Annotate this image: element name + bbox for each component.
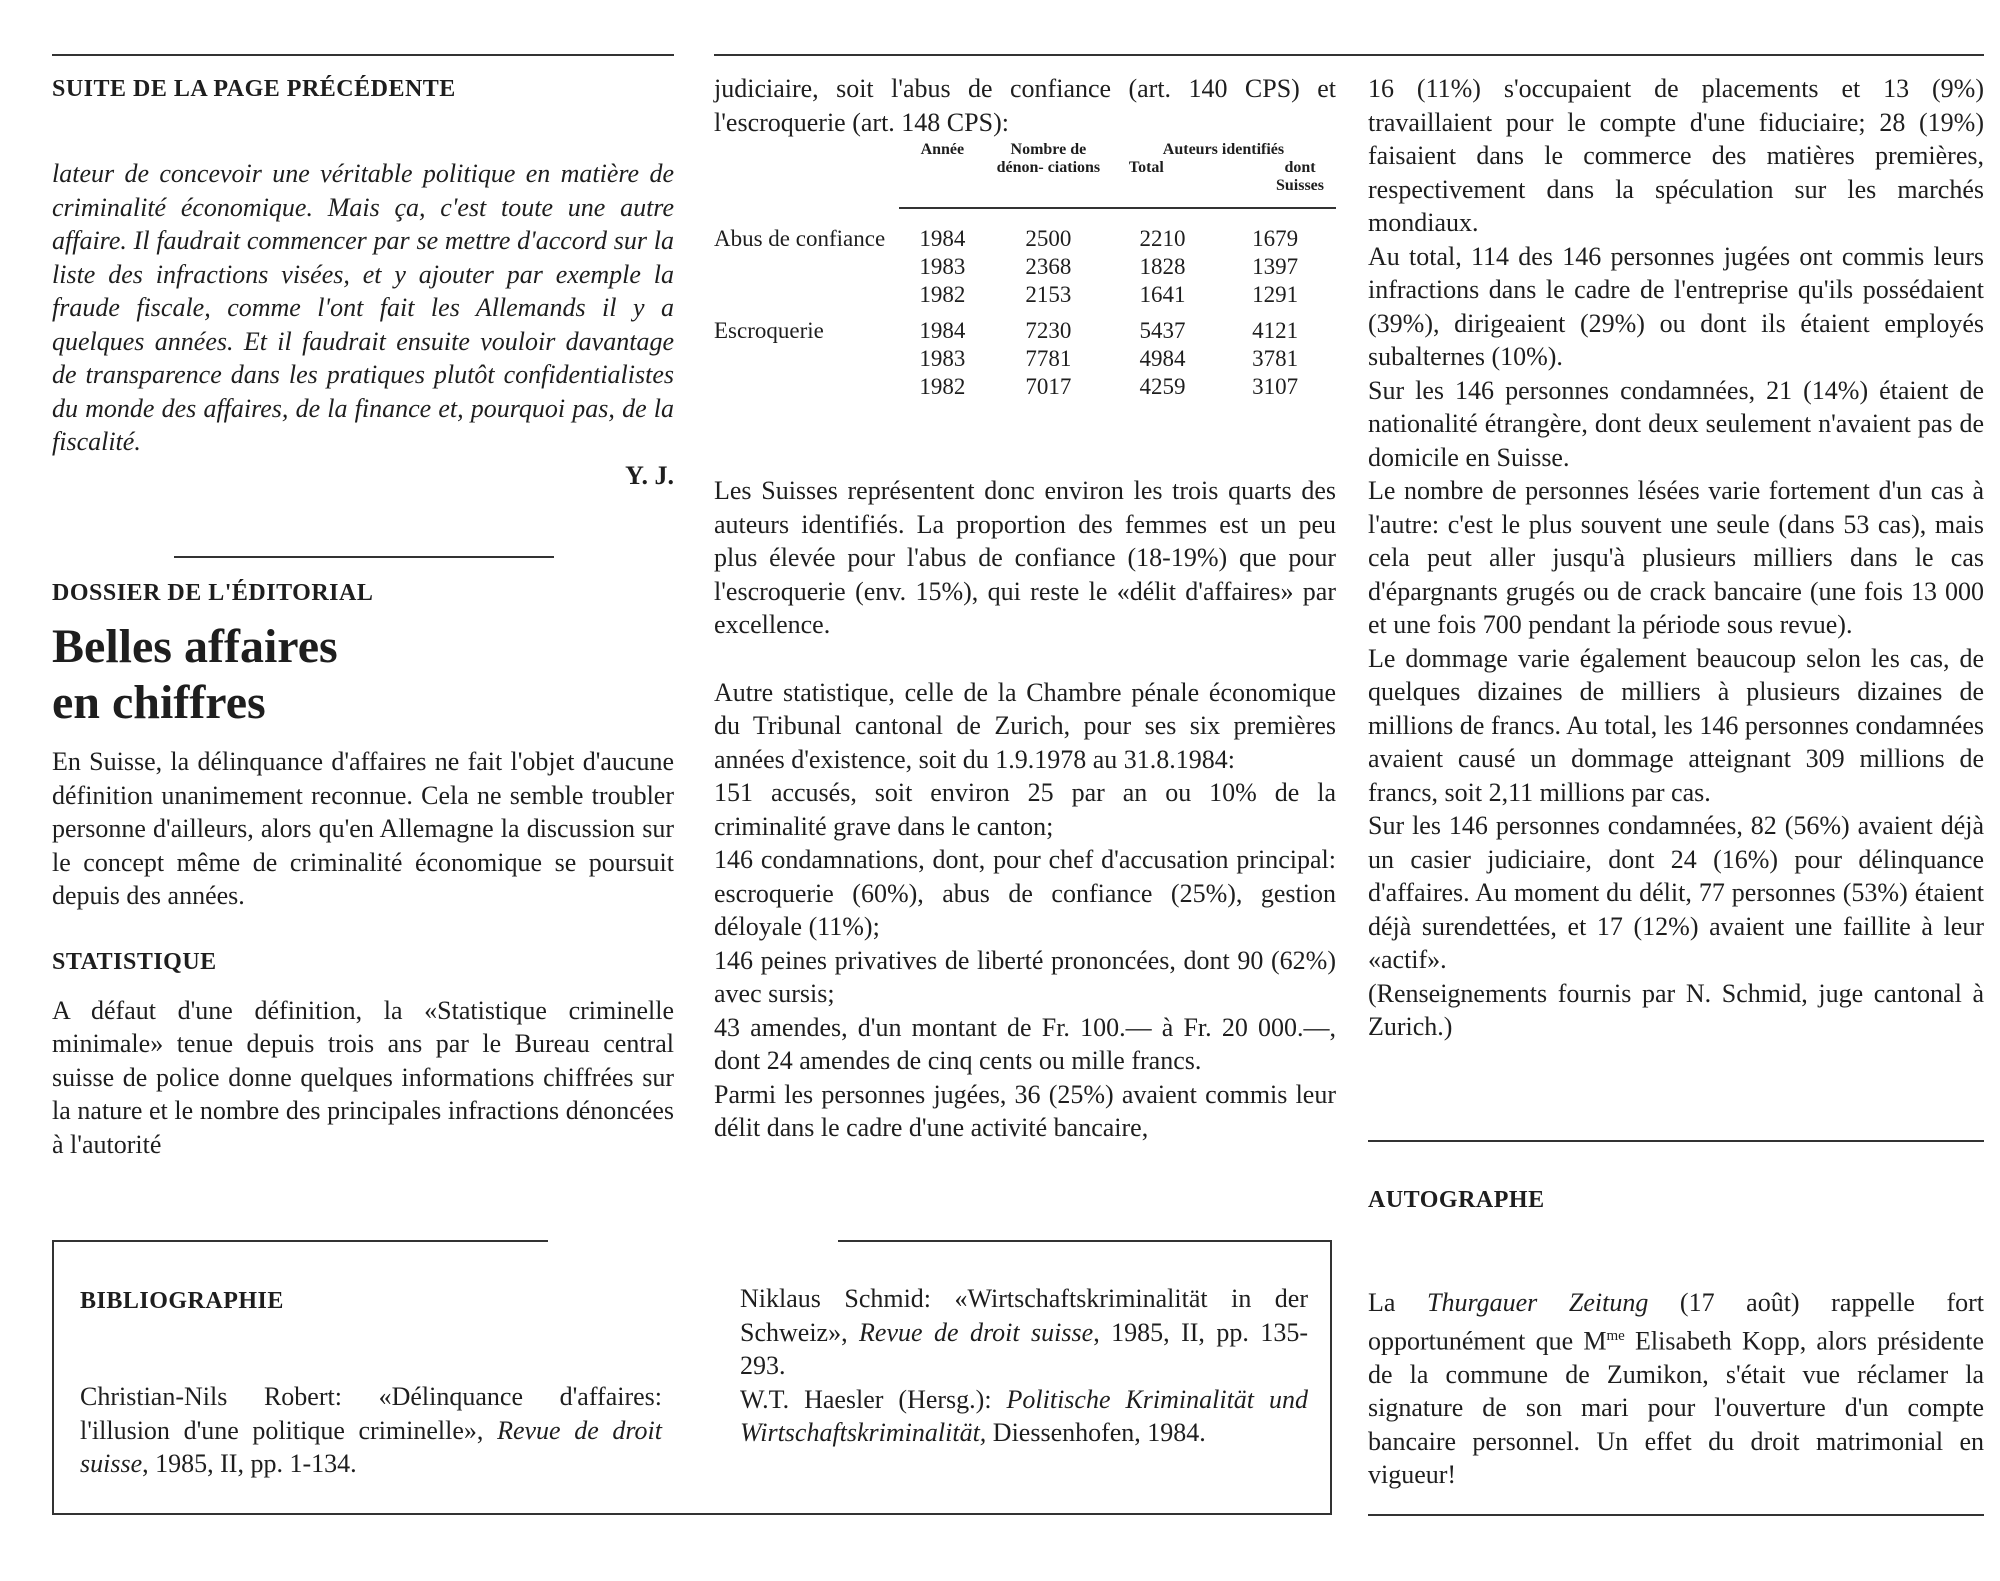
biblio-author: Niklaus Schmid: «Wirtschaftskriminalität in der Schweiz», <box>740 1284 1308 1347</box>
cell-suisses: 1679 <box>1252 226 1299 251</box>
column-2-text <box>714 474 1336 1145</box>
paragraph: 146 peines privatives de liberté prononcées, dont 90 (62%) avec sursis; <box>714 945 1336 1008</box>
cell-suisses: 3781 <box>1252 346 1299 371</box>
biblio-author: Christian-Nils Robert: «Délinquance d'affaires: l'illusion d'une politique criminelle», <box>80 1382 662 1445</box>
bibliographie-box <box>52 1240 1332 1515</box>
cell-total: 4259 <box>1139 374 1186 399</box>
paragraph: 151 accusés, soit environ 25 par an ou 10% de la criminalité grave dans le canton; <box>714 778 1336 841</box>
paragraph: Le nombre de personnes lésées varie fortement d'un cas à l'autre: c'est le plus souvent une seule (dans 53 cas), mais cela peut aller jusqu'à plusieurs milliers dans le cas d'épargnants grugés ou de crack bancaire (une fois 13 000 et une fois 700 pendant la période sous revue). <box>1368 476 1984 639</box>
auteurs-label: Auteurs identifiés <box>1162 141 1285 158</box>
statistique-text: A défaut d'une définition, la «Statistique criminelle minimale» tenue depuis trois ans par le Bureau central suisse de police donne quelques informations chiffrées sur la nature et le nombre des principales infractions dénoncées à l'autorité <box>52 995 674 1159</box>
cell-year: 1984 <box>919 226 966 251</box>
cell-suisses: 1291 <box>1252 282 1299 307</box>
paragraph: Sur les 146 personnes condamnées, 82 (56%) avaient déjà un casier judiciaire, dont 24 (16%) pour délinquance d'affaires. Au moment du délit, 77 personnes (53%) étaient déjà surendettées, et 17 (12%) avaient une faillite à leur «actif». <box>1368 811 1984 974</box>
cell-denonciations: 7230 <box>1025 318 1072 343</box>
after-table-paragraph: Les Suisses représentent donc environ les trois quarts des auteurs identifiés. La proportion des femmes est un peu plus élevée pour l'abus de confiance (18-19%) que pour l'escroquerie (env. 15%), qui reste le «délit d'affaires» par excellence. <box>714 476 1336 639</box>
paragraph: Parmi les personnes jugées, 36 (25%) avaient commis leur délit dans le cadre d'une activité bancaire, <box>714 1079 1336 1142</box>
biblio-entry <box>80 1380 662 1481</box>
biblio-source: Revue de droit suisse <box>859 1317 1094 1347</box>
cell-year: 1982 <box>919 374 966 399</box>
cell-year: 1983 <box>919 254 966 279</box>
lead-paragraph: judiciaire, soit l'abus de confiance (art. 140 CPS) et l'escroquerie (art. 148 CPS): <box>714 74 1336 137</box>
statistics-table <box>714 141 1336 421</box>
col-header-auteurs <box>1111 141 1336 195</box>
biblio-rest: , 1985, II, pp. 135-293. <box>740 1317 1308 1380</box>
text-run: Elisabeth Kopp, alors présidente de la commune de Zumikon, s'était vue réclamer la signature de son mari pour l'ouverture d'un compte bancaire personnel. Un effet du droit matrimonial en vigueur! <box>1368 1326 1984 1490</box>
cell-year: 1983 <box>919 346 966 371</box>
col-header-total: Total <box>1128 159 1164 176</box>
autographe-bottom-rule <box>1368 1514 1984 1516</box>
cell-total: 5437 <box>1139 318 1186 343</box>
cell-year: 1984 <box>919 318 966 343</box>
article-title-line1: Belles affaires <box>52 620 338 673</box>
cell-total: 1828 <box>1139 254 1186 279</box>
paragraph: 43 amendes, d'un montant de Fr. 100.— à Fr. 20 000.—, dont 24 amendes de cinq cents ou mille francs. <box>714 1012 1336 1075</box>
group-label-escroquerie: Escroquerie <box>714 318 824 343</box>
table-row <box>714 393 1336 421</box>
biblio-rest: Diessenhofen, 1984. <box>986 1418 1206 1447</box>
column-3 <box>1368 72 1984 1044</box>
text-run: (17 août) rappelle fort opportunément que M <box>1368 1288 1985 1356</box>
article-title-line2: en chiffres <box>52 676 266 729</box>
cell-denonciations: 2368 <box>1025 254 1072 279</box>
top-rule-col1 <box>52 54 674 56</box>
col-header-suisses: dont Suisses <box>1275 159 1325 194</box>
cell-suisses: 4121 <box>1252 318 1299 343</box>
border-gap <box>548 1236 838 1242</box>
paragraph: Le dommage varie également beaucoup selon les cas, de quelques dizaines de milliers à plusieurs dizaines de millions de francs. Au total, les 146 personnes condamnées avaient causé un dommage atteignant 309 millions de francs, soit 2,11 millions par cas. <box>1368 643 1984 807</box>
continued-header: SUITE DE LA PAGE PRÉCÉDENTE <box>52 76 456 102</box>
paragraph: Sur les 146 personnes condamnées, 21 (14%) étaient de nationalité étrangère, dont deux seulement n'avaient pas de domicile en Suisse. <box>1368 375 1984 472</box>
zurich-statistics <box>714 676 1336 1145</box>
biblio-entry <box>740 1282 1308 1383</box>
paragraph: Autre statistique, celle de la Chambre pénale économique du Tribunal cantonal de Zurich, pour ses six premières années d'existence, soit du 1.9.1978 au 31.8.1984: <box>714 677 1336 774</box>
section-divider <box>174 556 554 558</box>
autographe-section <box>1368 1187 1984 1492</box>
dossier-header: DOSSIER DE L'ÉDITORIAL <box>52 580 374 606</box>
col-header-annee: Année <box>920 141 965 158</box>
signature: Y. J. <box>625 460 674 490</box>
bibliographie-header: BIBLIOGRAPHIE <box>80 1288 284 1314</box>
autographe-top-rule <box>1368 1140 1984 1142</box>
dossier-section <box>52 580 674 1161</box>
paragraph: 146 condamnations, dont, pour chef d'accusation principal: escroquerie (60%), abus de confiance (25%), gestion déloyale (11%); <box>714 845 1336 941</box>
newspaper-name: Thurgauer Zeitung <box>1427 1288 1649 1317</box>
cell-denonciations: 2153 <box>1025 282 1072 307</box>
cell-suisses: 1397 <box>1252 254 1299 279</box>
group-label-abus: Abus de confiance <box>714 226 886 251</box>
cell-year: 1982 <box>919 282 966 307</box>
biblio-rest: , 1985, II, pp. 1-134. <box>142 1449 357 1478</box>
intro-paragraph: En Suisse, la délinquance d'affaires ne fait l'objet d'aucune définition unanimement reconnue. Cela ne semble troubler personne d'ailleurs, alors qu'en Allemagne la discussion sur le concept même de criminalité économique se poursuit depuis des années. <box>52 747 674 910</box>
cell-denonciations: 2500 <box>1025 226 1072 251</box>
text-run: La <box>1368 1288 1428 1317</box>
cell-suisses: 3107 <box>1252 374 1299 399</box>
cell-total: 4984 <box>1139 346 1186 371</box>
biblio-source: Politische Kriminalität und Wirtschaftskriminalität, <box>740 1384 1308 1447</box>
autographe-header: AUTOGRAPHE <box>1368 1187 1545 1213</box>
paragraph: 16 (11%) s'occupaient de placements et 13 (9%) travaillaient pour le compte d'une fiduciaire; 28 (19%) faisaient dans le commerce des matières premières, respectivement dans la spéculation sur les marchés mondiaux. <box>1368 74 1984 237</box>
continued-text: lateur de concevoir une véritable politique en matière de criminalité économique. Mais ça, c'est toute une autre affaire. Il faudrait commencer par se mettre d'accord sur la liste des infractions visées, et y ajouter par exemple la fraude fiscale, comme l'ont fait les Allemands il y a quelques années. Et il faudrait ensuite vouloir davantage de transparence dans les pratiques plutôt confidentialistes du monde des affaires, de la finance et, pourquoi pas, de la fiscalité. <box>52 159 674 456</box>
biblio-entry <box>740 1383 1308 1450</box>
paragraph: (Renseignements fournis par N. Schmid, juge cantonal à Zurich.) <box>1368 978 1984 1041</box>
cell-denonciations: 7017 <box>1025 374 1072 399</box>
paragraph: Au total, 114 des 146 personnes jugées ont commis leurs infractions dans le cadre de l'entreprise qu'ils possédaient (39%), dirigeaient (29%) ou dont ils étaient employés subalternes (10%). <box>1368 241 1984 371</box>
cell-total: 2210 <box>1139 226 1186 251</box>
column-3-paragraphs <box>1368 72 1984 1044</box>
biblio-source: Revue de droit suisse <box>80 1415 662 1478</box>
col-header-denonciations: Nombre de dénon- ciations <box>996 141 1101 176</box>
statistique-header: STATISTIQUE <box>52 948 217 975</box>
superscript: me <box>1606 1327 1625 1344</box>
biblio-entries-right <box>740 1282 1308 1450</box>
autographe-text <box>1368 1286 1984 1492</box>
column-1 <box>52 76 674 491</box>
cell-total: 1641 <box>1139 282 1186 307</box>
top-rule-col23 <box>714 54 1984 56</box>
column-2 <box>714 72 1336 421</box>
biblio-author: W.T. Haesler (Hersg.): <box>740 1384 1007 1414</box>
cell-denonciations: 7781 <box>1025 346 1072 371</box>
